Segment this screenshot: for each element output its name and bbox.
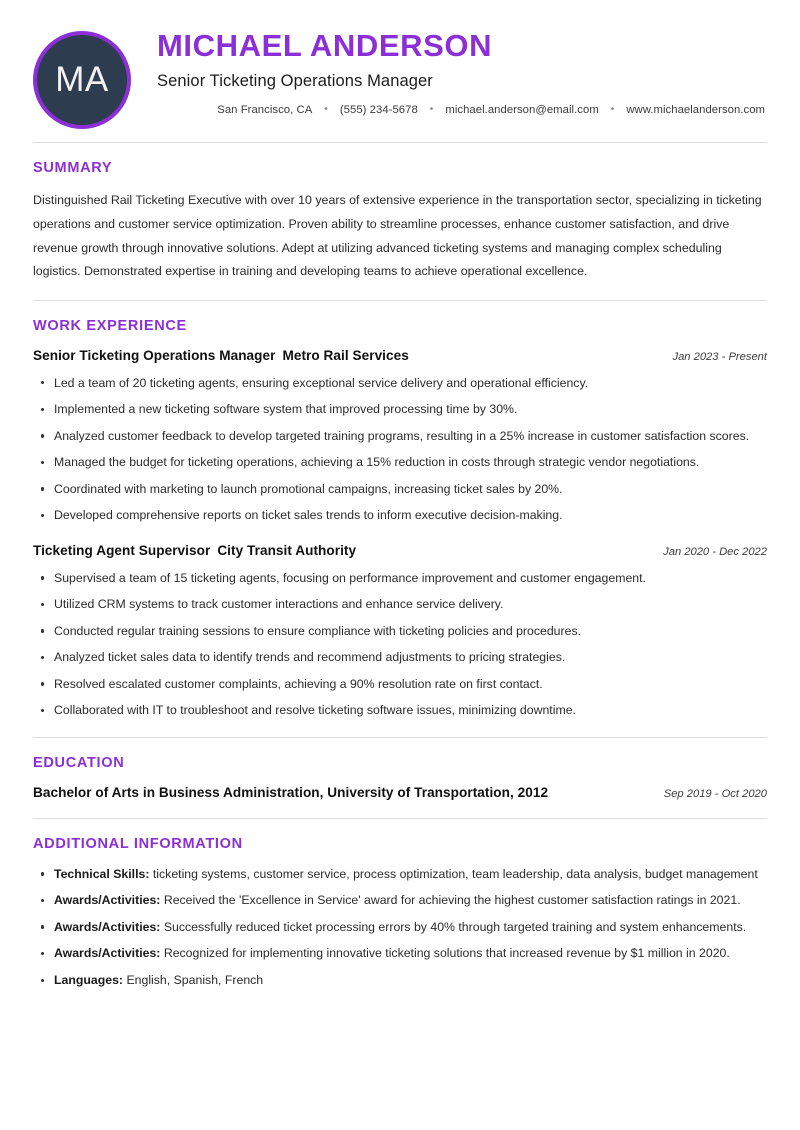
- list-item: Utilized CRM systems to track customer interactions and enhance service delivery.: [33, 595, 767, 614]
- contact-separator-icon: •: [610, 103, 615, 115]
- additional-item-label: Languages:: [54, 973, 124, 988]
- contact-website[interactable]: www.michaelanderson.com: [626, 103, 765, 116]
- section-title-additional-information: ADDITIONAL INFORMATION: [33, 835, 243, 852]
- section-additional-information: [33, 818, 767, 990]
- work-entry-head: [33, 542, 767, 560]
- avatar-container: [33, 26, 135, 128]
- additional-item-value: ticketing systems, customer service, process optimization, team leadership, data analysis, budget management: [152, 866, 758, 881]
- work-entry-bullets: [33, 569, 767, 721]
- page-title: MICHAEL ANDERSON: [157, 28, 493, 63]
- contact-separator-icon: •: [324, 103, 328, 115]
- list-item: [33, 944, 767, 963]
- list-item: Conducted regular training sessions to ensure compliance with ticketing policies and procedures.: [33, 622, 767, 641]
- section-education: [33, 737, 767, 802]
- additional-item-label: Awards/Activities:: [54, 946, 161, 961]
- additional-item-value: Recognized for implementing innovative ticketing solutions that increased revenue by $1 million in 2020.: [163, 946, 730, 961]
- list-item: Managed the budget for ticketing operations, achieving a 15% reduction in costs through strategic vendor negotiations.: [33, 453, 767, 472]
- section-title-work-experience: WORK EXPERIENCE: [33, 318, 187, 335]
- section-title-summary: SUMMARY: [33, 160, 113, 176]
- contact-separator-icon: •: [429, 103, 434, 115]
- education-date: Sep 2019 - Oct 2020: [663, 787, 767, 800]
- list-item: Analyzed customer feedback to develop targeted training programs, resulting in a 25% increase in customer satisfaction scores.: [33, 427, 767, 446]
- list-item: Resolved escalated customer complaints, achieving a 90% resolution rate on first contact.: [33, 675, 767, 694]
- work-entry-organization: Metro Rail Services: [282, 348, 409, 364]
- contact-email[interactable]: michael.anderson@email.com: [445, 103, 599, 116]
- work-entry-date: Jan 2020 - Dec 2022: [663, 546, 767, 559]
- list-item: Developed comprehensive reports on ticket sales trends to inform executive decision-making.: [33, 506, 767, 525]
- section-summary: [33, 142, 767, 284]
- resume-header: [33, 26, 767, 142]
- work-entry-heading: [33, 542, 356, 560]
- work-entry-heading: [33, 347, 409, 365]
- additional-item-label: Technical Skills:: [54, 866, 150, 881]
- list-item: Analyzed ticket sales data to identify trends and recommend adjustments to pricing strategies.: [33, 648, 767, 667]
- additional-item-value: Successfully reduced ticket processing errors by 40% through targeted training and system enhancements.: [163, 919, 747, 934]
- work-entry-organization: City Transit Authority: [217, 543, 357, 559]
- summary-text: Distinguished Rail Ticketing Executive with over 10 years of extensive experience in the transportation sector, specializing in ticketing operations and customer service optimization. Proven ability to streamline processes, enhance customer satisfaction, and drive revenue growth through innovative solutions. Adept at utilizing advanced ticketing systems and managing complex scheduling logistics. Demonstrated expertise in training and developing teams to achieve operational excellence.: [33, 193, 762, 279]
- list-item: Collaborated with IT to troubleshoot and resolve ticketing software issues, minimizing downtime.: [33, 701, 767, 720]
- list-item: [33, 865, 767, 884]
- list-item: [33, 891, 767, 910]
- job-tagline: Senior Ticketing Operations Manager: [157, 71, 433, 90]
- additional-information-list: [33, 865, 767, 990]
- list-item: Led a team of 20 ticketing agents, ensuring exceptional service delivery and operational efficiency.: [33, 374, 767, 393]
- work-entry-head: [33, 347, 767, 365]
- avatar: MA: [33, 31, 131, 129]
- education-entry-head: [33, 784, 767, 802]
- additional-item-value: Received the 'Excellence in Service' award for achieving the highest customer satisfaction ratings in 2021.: [163, 893, 741, 908]
- work-entry-role: Ticketing Agent Supervisor: [33, 543, 211, 559]
- work-entry-role: Senior Ticketing Operations Manager: [33, 348, 276, 364]
- additional-item-label: Awards/Activities:: [54, 893, 161, 908]
- list-item: Supervised a team of 15 ticketing agents, focusing on performance improvement and customer engagement.: [33, 569, 767, 588]
- header-text-block: [135, 26, 767, 116]
- additional-item-value: English, Spanish, French: [126, 973, 264, 988]
- section-work-experience: [33, 300, 767, 720]
- work-entry: [33, 347, 767, 525]
- additional-item-label: Awards/Activities:: [54, 919, 161, 934]
- work-entry-bullets: [33, 374, 767, 526]
- work-entry: [33, 542, 767, 720]
- education-degree: Bachelor of Arts in Business Administration, University of Transportation, 2012: [33, 784, 549, 800]
- contact-row: [157, 104, 767, 116]
- list-item: [33, 971, 767, 990]
- contact-location: San Francisco, CA: [217, 103, 313, 116]
- list-item: [33, 918, 767, 937]
- list-item: Implemented a new ticketing software system that improved processing time by 30%.: [33, 400, 767, 419]
- contact-phone: (555) 234-5678: [339, 103, 418, 116]
- work-entry-date: Jan 2023 - Present: [672, 351, 767, 364]
- section-title-education: EDUCATION: [33, 754, 125, 771]
- education-entry: [33, 784, 767, 802]
- list-item: Coordinated with marketing to launch promotional campaigns, increasing ticket sales by 20%.: [33, 480, 767, 499]
